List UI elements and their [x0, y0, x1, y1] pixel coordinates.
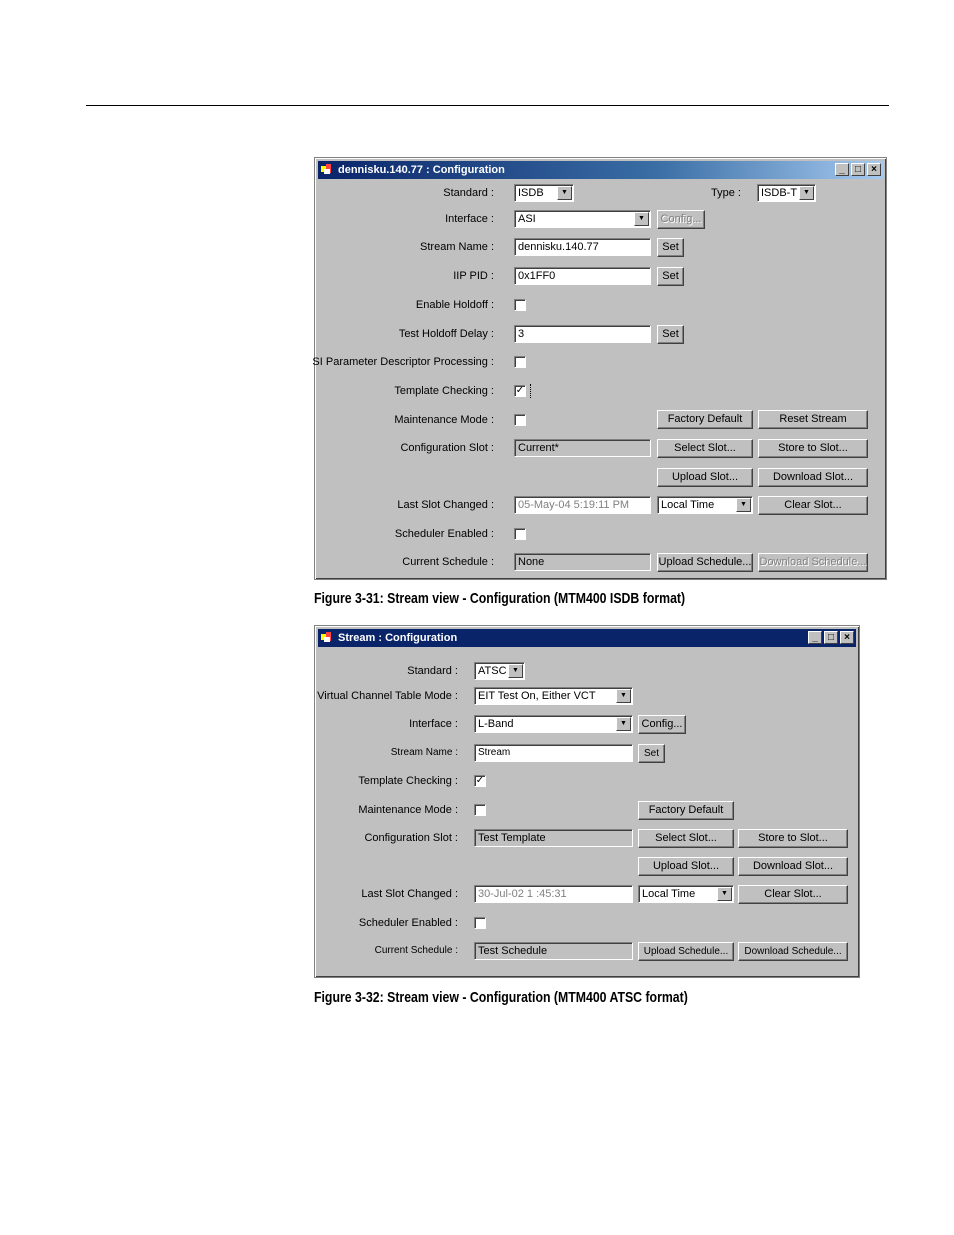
standard-label: Standard : — [443, 187, 494, 199]
current-schedule-field: Test Schedule — [474, 942, 633, 960]
atsc-title-bar[interactable] — [318, 629, 856, 647]
config-slot-label: Configuration Slot : — [400, 442, 494, 454]
template-checking-checkbox[interactable] — [474, 775, 486, 787]
upload-slot-button[interactable]: Upload Slot... — [638, 857, 734, 876]
stream-name-label: Stream Name : — [390, 747, 458, 758]
type-select[interactable] — [757, 184, 816, 202]
iip-pid-input[interactable]: 0x1FF0 — [514, 267, 651, 285]
focus-indicator — [530, 384, 532, 398]
chevron-down-icon[interactable]: ▼ — [508, 664, 523, 678]
scheduler-enabled-checkbox[interactable] — [514, 528, 526, 540]
config-button[interactable]: Config... — [657, 210, 705, 229]
time-mode-value: Local Time — [661, 499, 715, 511]
chevron-down-icon[interactable]: ▼ — [717, 887, 732, 901]
close-icon[interactable]: × — [867, 163, 881, 176]
download-schedule-button[interactable]: Download Schedule... — [738, 942, 848, 961]
reset-stream-button[interactable]: Reset Stream — [758, 410, 868, 429]
config-slot-field: Current* — [514, 439, 651, 457]
chevron-down-icon[interactable]: ▼ — [736, 498, 751, 512]
type-label: Type : — [711, 187, 741, 199]
maintenance-mode-label: Maintenance Mode : — [358, 804, 458, 816]
stream-name-set-button[interactable]: Set — [657, 238, 684, 257]
checkmark-icon: ✓ — [515, 385, 525, 396]
enable-holdoff-label: Enable Holdoff : — [415, 299, 494, 311]
interface-value: ASI — [518, 213, 536, 225]
time-mode-select[interactable] — [657, 496, 753, 514]
vct-mode-select[interactable] — [474, 687, 633, 705]
standard-value: ISDB — [518, 187, 544, 199]
select-slot-button[interactable]: Select Slot... — [638, 829, 734, 848]
checkmark-icon: ✓ — [475, 775, 485, 786]
last-slot-changed-label: Last Slot Changed : — [361, 888, 458, 900]
time-mode-value: Local Time — [642, 888, 696, 900]
stream-name-input[interactable]: Stream — [474, 744, 633, 762]
chevron-down-icon[interactable]: ▼ — [557, 186, 572, 200]
app-icon — [321, 632, 333, 643]
template-checking-label: Template Checking : — [358, 775, 458, 787]
close-icon[interactable]: × — [840, 631, 854, 644]
select-slot-button[interactable]: Select Slot... — [657, 439, 753, 458]
iip-pid-label: IIP PID : — [453, 270, 494, 282]
vct-mode-label: Virtual Channel Table Mode : — [317, 690, 458, 702]
window-controls — [835, 163, 881, 176]
last-slot-changed-label: Last Slot Changed : — [397, 499, 494, 511]
current-schedule-label: Current Schedule : — [374, 945, 458, 956]
window-controls — [808, 631, 854, 644]
scheduler-enabled-label: Scheduler Enabled : — [358, 917, 458, 929]
config-slot-label: Configuration Slot : — [364, 832, 458, 844]
si-param-label: SI Parameter Descriptor Processing : — [312, 356, 494, 368]
type-value: ISDB-T — [761, 187, 798, 199]
config-slot-field: Test Template — [474, 829, 633, 847]
maintenance-mode-checkbox[interactable] — [514, 414, 526, 426]
current-schedule-label: Current Schedule : — [402, 556, 494, 568]
template-checking-checkbox[interactable] — [514, 385, 526, 397]
atsc-config-window — [314, 625, 860, 978]
minimize-icon[interactable]: _ — [808, 631, 822, 644]
app-icon — [321, 164, 333, 175]
maintenance-mode-label: Maintenance Mode : — [394, 414, 494, 426]
template-checking-label: Template Checking : — [394, 385, 494, 397]
interface-label: Interface : — [445, 213, 494, 225]
isdb-config-window — [314, 157, 887, 580]
chevron-down-icon[interactable]: ▼ — [799, 186, 814, 200]
factory-default-button[interactable]: Factory Default — [638, 801, 734, 820]
factory-default-button[interactable]: Factory Default — [657, 410, 753, 429]
scheduler-enabled-label: Scheduler Enabled : — [394, 528, 494, 540]
standard-select[interactable] — [474, 662, 525, 680]
standard-label: Standard : — [407, 665, 458, 677]
stream-name-input[interactable]: dennisku.140.77 — [514, 238, 651, 256]
isdb-title-bar[interactable] — [318, 161, 883, 179]
download-schedule-button[interactable]: Download Schedule... — [758, 553, 868, 572]
store-slot-button[interactable]: Store to Slot... — [738, 829, 848, 848]
test-holdoff-delay-input[interactable]: 3 — [514, 325, 651, 343]
scheduler-enabled-checkbox[interactable] — [474, 917, 486, 929]
minimize-icon[interactable]: _ — [835, 163, 849, 176]
interface-select[interactable] — [474, 715, 633, 733]
interface-select[interactable] — [514, 210, 651, 228]
figure-3-32-caption: Figure 3-32: Stream view - Configuration (MTM400 ATSC format) — [314, 989, 688, 1006]
chevron-down-icon[interactable]: ▼ — [634, 212, 649, 226]
clear-slot-button[interactable]: Clear Slot... — [758, 496, 868, 515]
maintenance-mode-checkbox[interactable] — [474, 804, 486, 816]
chevron-down-icon[interactable]: ▼ — [616, 717, 631, 731]
time-mode-select[interactable] — [638, 885, 734, 903]
store-slot-button[interactable]: Store to Slot... — [758, 439, 868, 458]
upload-slot-button[interactable]: Upload Slot... — [657, 468, 753, 487]
vct-mode-value: EIT Test On, Either VCT — [478, 690, 596, 702]
config-button[interactable]: Config... — [638, 715, 686, 734]
standard-value: ATSC — [478, 665, 507, 677]
download-slot-button[interactable]: Download Slot... — [758, 468, 868, 487]
window-title: dennisku.140.77 : Configuration — [338, 164, 505, 176]
interface-label: Interface : — [409, 718, 458, 730]
window-title: Stream : Configuration — [338, 632, 458, 644]
test-holdoff-delay-label: Test Holdoff Delay : — [398, 328, 494, 340]
upload-schedule-button[interactable]: Upload Schedule... — [638, 942, 734, 961]
enable-holdoff-checkbox[interactable] — [514, 299, 526, 311]
chevron-down-icon[interactable]: ▼ — [616, 689, 631, 703]
current-schedule-field: None — [514, 553, 651, 571]
download-slot-button[interactable]: Download Slot... — [738, 857, 848, 876]
standard-select[interactable] — [514, 184, 574, 202]
stream-name-set-button[interactable]: Set — [638, 744, 665, 763]
stream-name-label: Stream Name : — [420, 241, 494, 253]
header-rule — [86, 105, 889, 106]
figure-3-31-caption: Figure 3-31: Stream view - Configuration (MTM400 ISDB format) — [314, 590, 686, 607]
iip-pid-set-button[interactable]: Set — [657, 267, 684, 286]
maximize-icon[interactable]: □ — [824, 631, 838, 644]
clear-slot-button[interactable]: Clear Slot... — [738, 885, 848, 904]
interface-value: L-Band — [478, 718, 514, 730]
last-slot-changed-field: 05-May-04 5:19:11 PM — [514, 496, 651, 514]
last-slot-changed-field: 30-Jul-02 1 :45:31 — [474, 885, 633, 903]
test-holdoff-set-button[interactable]: Set — [657, 325, 684, 344]
si-param-checkbox[interactable] — [514, 356, 526, 368]
maximize-icon[interactable]: □ — [851, 163, 865, 176]
upload-schedule-button[interactable]: Upload Schedule... — [657, 553, 753, 572]
